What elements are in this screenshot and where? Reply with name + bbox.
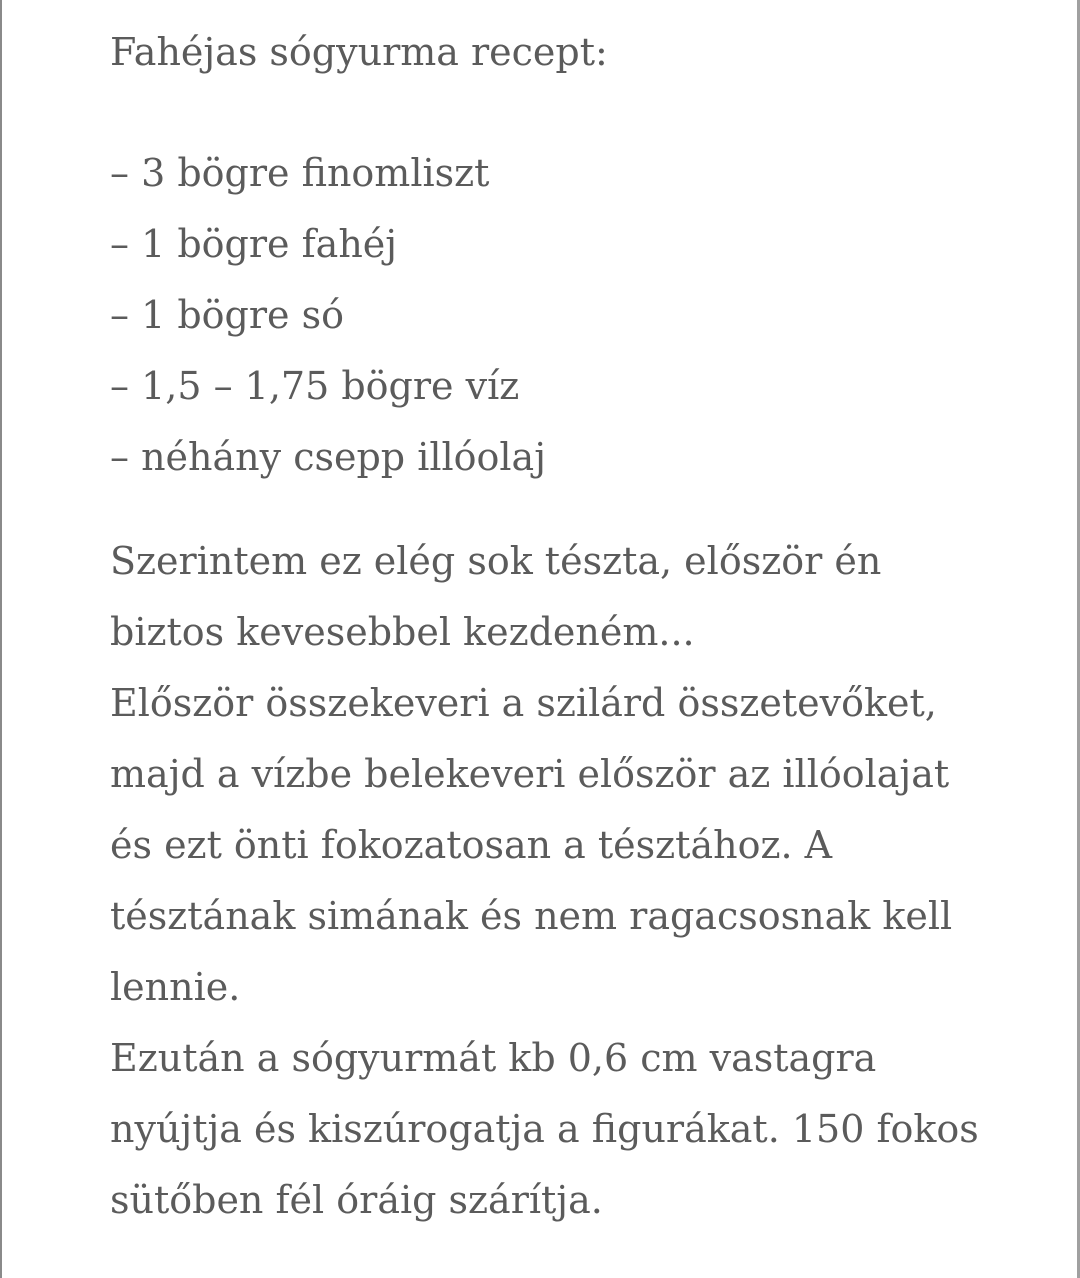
instructions-text — [110, 526, 979, 1236]
text-line: sütőben fél óráig szárítja. — [110, 1178, 603, 1222]
text-line: biztos kevesebbel kezdeném... — [110, 610, 695, 654]
page-left-border — [0, 0, 2, 1278]
ingredient-item: – 1 bögre só — [110, 293, 344, 337]
ingredient-list — [110, 138, 546, 493]
text-line: Ezután a sógyurmát kb 0,6 cm vastagra — [110, 1036, 877, 1080]
recipe-title: Fahéjas sógyurma recept: — [110, 30, 608, 74]
text-line: és ezt önti fokozatosan a tésztához. A — [110, 823, 833, 867]
text-line: nyújtja és kiszúrogatja a figurákat. 150 fokos — [110, 1107, 979, 1151]
text-line: Szerintem ez elég sok tészta, először én — [110, 539, 882, 583]
ingredient-item: – 1,5 – 1,75 bögre víz — [110, 364, 520, 408]
ingredient-item: – 1 bögre fahéj — [110, 222, 398, 266]
text-line: lennie. — [110, 965, 241, 1009]
text-line: majd a vízbe belekeveri először az illóolajat — [110, 752, 950, 796]
ingredient-item: – néhány csepp illóolaj — [110, 435, 546, 479]
ingredient-item: – 3 bögre finomliszt — [110, 151, 490, 195]
text-line: Először összekeveri a szilárd összetevőket, — [110, 681, 937, 725]
text-line: tésztának simának és nem ragacsosnak kell — [110, 894, 953, 938]
